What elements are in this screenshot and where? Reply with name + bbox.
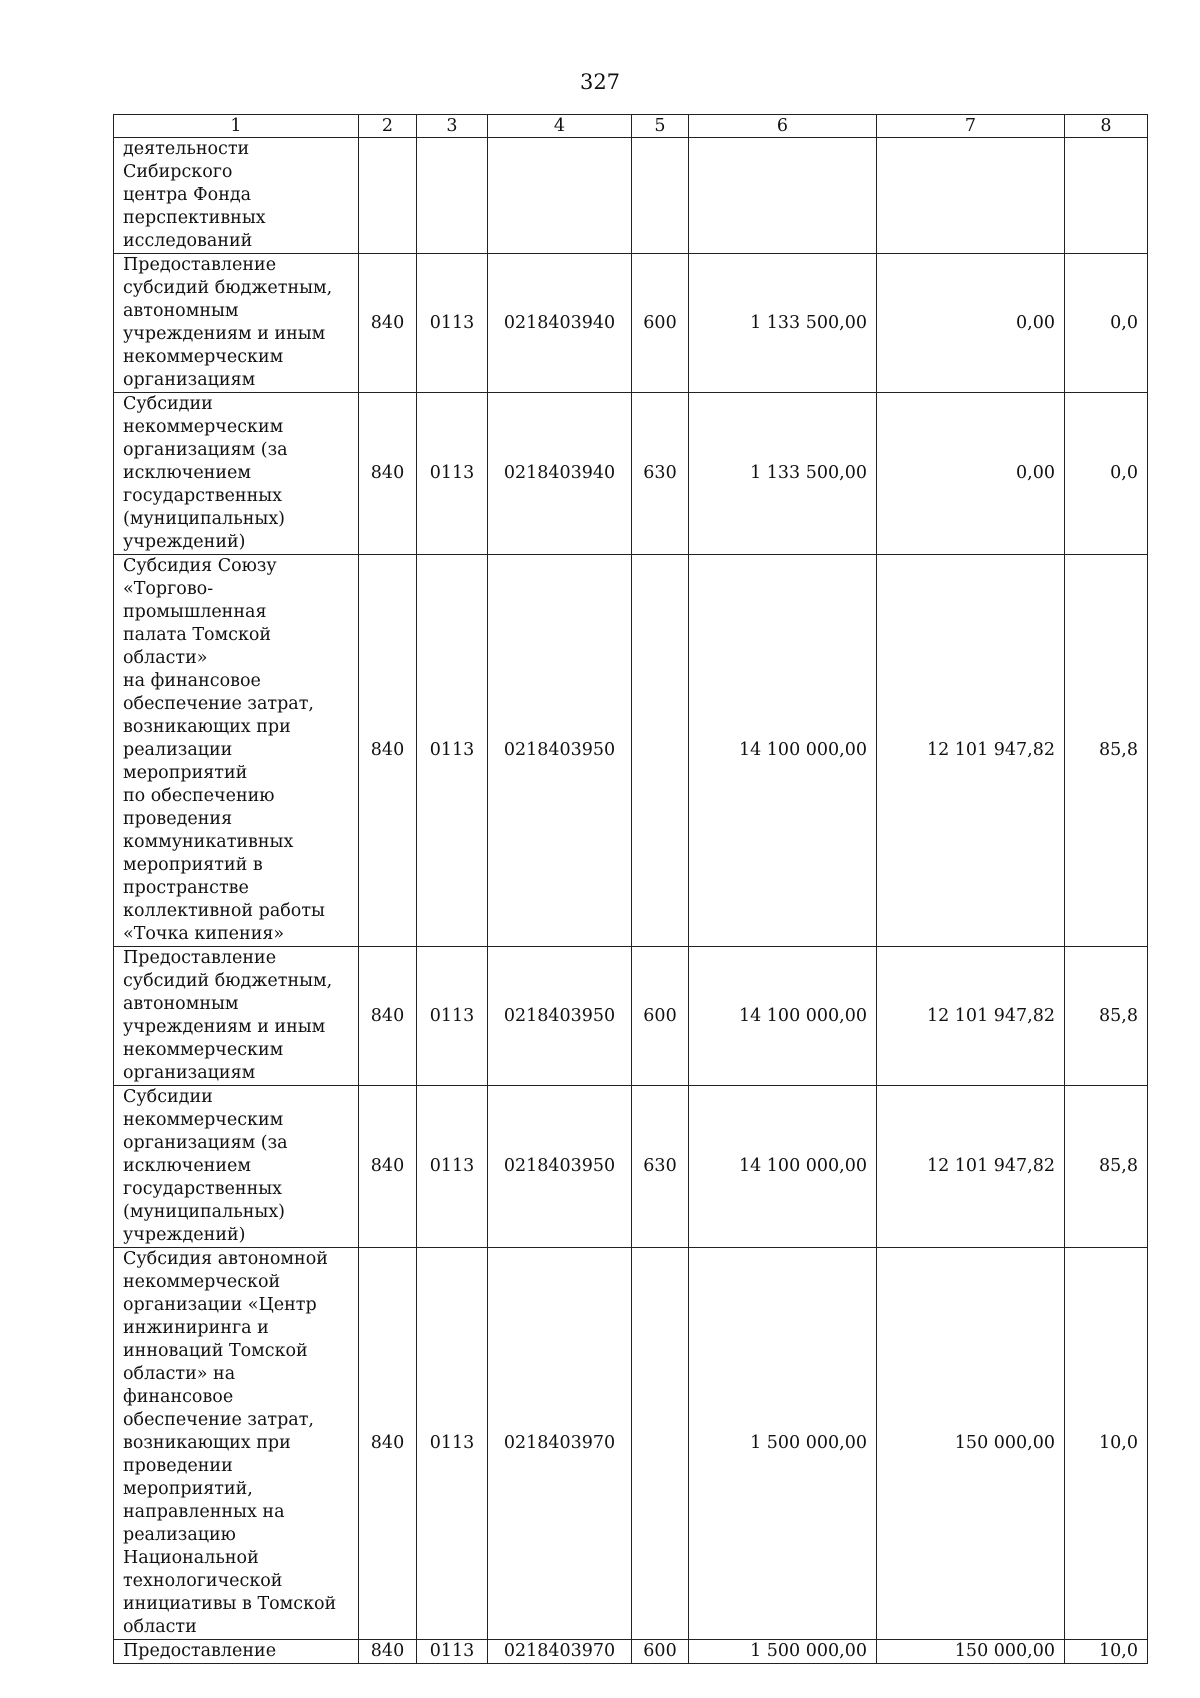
cell-section-code: 0113 [417,1086,488,1248]
description-line: направленных на [123,1502,285,1522]
cell-actual-amount [877,138,1065,254]
cell-expense-type [632,138,689,254]
description-line: организациям (за [123,1133,288,1153]
cell-percent: 0,0 [1065,393,1148,555]
cell-expense-type: 600 [632,1640,689,1664]
table-row [114,555,1148,947]
cell-target-article: 0218403950 [488,555,632,947]
cell-ministry-code: 840 [359,947,417,1086]
description-line: исключением [123,463,251,483]
description-line: Субсидии [123,1087,213,1107]
description-line: палата Томской области» [123,625,272,668]
cell-section-code: 0113 [417,1248,488,1640]
cell-ministry-code [359,138,417,254]
column-header: 1 [114,115,359,138]
cell-plan-amount: 1 133 500,00 [689,254,877,393]
description-line: центра Фонда [123,185,252,205]
description-line: реализации мероприятий [123,740,248,783]
description-line: коллективной работы [123,901,325,921]
description-line: некоммерческим [123,1040,284,1060]
table-row [114,138,1148,254]
cell-description [114,1248,359,1640]
description-line: возникающих при [123,717,291,737]
description-line: возникающих при [123,1433,291,1453]
description-line: «Торгово-промышленная [123,579,267,622]
description-line: учреждениям и иным [123,1017,326,1037]
cell-actual-amount: 150 000,00 [877,1248,1065,1640]
cell-target-article: 0218403950 [488,1086,632,1248]
cell-description [114,947,359,1086]
cell-ministry-code: 840 [359,555,417,947]
cell-expense-type: 630 [632,1086,689,1248]
cell-actual-amount: 0,00 [877,393,1065,555]
cell-percent: 10,0 [1065,1248,1148,1640]
cell-description [114,555,359,947]
cell-expense-type: 630 [632,393,689,555]
table-row [114,947,1148,1086]
description-line: организациям [123,370,256,390]
cell-percent [1065,138,1148,254]
cell-plan-amount: 14 100 000,00 [689,1086,877,1248]
cell-description [114,1640,359,1664]
cell-description [114,254,359,393]
description-line: государственных [123,486,283,506]
description-line: области [123,1617,197,1637]
description-line: Предоставление [123,1641,277,1661]
description-line: проведении [123,1456,233,1476]
cell-description [114,138,359,254]
cell-ministry-code: 840 [359,393,417,555]
description-line: субсидий бюджетным, [123,971,333,991]
description-line: учреждениям и иным [123,324,326,344]
cell-plan-amount: 14 100 000,00 [689,947,877,1086]
cell-actual-amount: 12 101 947,82 [877,555,1065,947]
cell-section-code: 0113 [417,1640,488,1664]
description-line: технологической [123,1571,283,1591]
table-body [114,138,1148,1664]
cell-ministry-code: 840 [359,1248,417,1640]
description-line: некоммерческой [123,1272,281,1292]
table-row [114,254,1148,393]
cell-section-code: 0113 [417,947,488,1086]
description-line: некоммерческим [123,1110,284,1130]
column-header: 3 [417,115,488,138]
description-line: инжиниринга и [123,1318,269,1338]
description-line: организациям [123,1063,256,1083]
description-line: Предоставление [123,255,277,275]
cell-percent: 85,8 [1065,947,1148,1086]
column-header: 7 [877,115,1065,138]
description-line: коммуникативных [123,832,294,852]
cell-target-article: 0218403940 [488,254,632,393]
cell-plan-amount [689,138,877,254]
description-line: пространстве [123,878,249,898]
cell-description [114,393,359,555]
cell-percent: 85,8 [1065,1086,1148,1248]
description-line: мероприятий, [123,1479,253,1499]
cell-section-code: 0113 [417,555,488,947]
description-line: (муниципальных) [123,1202,286,1222]
description-line: (муниципальных) [123,509,286,529]
description-line: инициативы в Томской [123,1594,337,1614]
description-line: организации «Центр [123,1295,317,1315]
cell-target-article: 0218403970 [488,1248,632,1640]
cell-actual-amount: 12 101 947,82 [877,947,1065,1086]
table-row [114,1248,1148,1640]
description-line: «Точка кипения» [123,924,285,944]
description-line: учреждений) [123,532,246,552]
cell-ministry-code: 840 [359,254,417,393]
cell-percent: 85,8 [1065,555,1148,947]
description-line: Субсидия автономной [123,1249,328,1269]
cell-plan-amount: 14 100 000,00 [689,555,877,947]
description-line: Национальной [123,1548,259,1568]
description-line: обеспечение затрат, [123,1410,314,1430]
cell-expense-type: 600 [632,254,689,393]
page-number: 327 [579,70,621,94]
table-row [114,1640,1148,1664]
cell-plan-amount: 1 500 000,00 [689,1248,877,1640]
cell-section-code: 0113 [417,393,488,555]
column-header: 4 [488,115,632,138]
description-line: деятельности Сибирского [123,139,250,182]
column-header: 6 [689,115,877,138]
table-row [114,1086,1148,1248]
description-line: области» на финансовое [123,1364,236,1407]
description-line: инноваций Томской [123,1341,308,1361]
description-line: Предоставление [123,948,277,968]
description-line: учреждений) [123,1225,246,1245]
cell-actual-amount: 0,00 [877,254,1065,393]
description-line: Субсидии [123,394,213,414]
cell-ministry-code: 840 [359,1086,417,1248]
description-line: некоммерческим [123,417,284,437]
description-line: государственных [123,1179,283,1199]
cell-ministry-code: 840 [359,1640,417,1664]
cell-plan-amount: 1 133 500,00 [689,393,877,555]
description-line: исключением [123,1156,251,1176]
description-line: перспективных [123,208,266,228]
cell-target-article: 0218403940 [488,393,632,555]
cell-target-article [488,138,632,254]
description-line: субсидий бюджетным, [123,278,333,298]
cell-expense-type [632,1248,689,1640]
description-line: обеспечение затрат, [123,694,314,714]
description-line: автономным [123,301,239,321]
description-line: автономным [123,994,239,1014]
cell-description [114,1086,359,1248]
header-row [114,115,1148,138]
cell-target-article: 0218403970 [488,1640,632,1664]
description-line: исследований [123,231,253,251]
column-header: 5 [632,115,689,138]
description-line: на финансовое [123,671,261,691]
description-line: по обеспечению [123,786,275,806]
table-row [114,393,1148,555]
cell-actual-amount: 12 101 947,82 [877,1086,1065,1248]
column-header: 2 [359,115,417,138]
cell-target-article: 0218403950 [488,947,632,1086]
cell-expense-type [632,555,689,947]
cell-percent: 10,0 [1065,1640,1148,1664]
description-line: организациям (за [123,440,288,460]
description-line: мероприятий в [123,855,263,875]
cell-actual-amount: 150 000,00 [877,1640,1065,1664]
description-line: реализацию [123,1525,236,1545]
cell-section-code [417,138,488,254]
cell-expense-type: 600 [632,947,689,1086]
cell-plan-amount: 1 500 000,00 [689,1640,877,1664]
cell-percent: 0,0 [1065,254,1148,393]
description-line: проведения [123,809,233,829]
column-header: 8 [1065,115,1148,138]
description-line: Субсидия Союзу [123,556,277,576]
cell-section-code: 0113 [417,254,488,393]
description-line: некоммерческим [123,347,284,367]
budget-table [113,114,1148,1664]
